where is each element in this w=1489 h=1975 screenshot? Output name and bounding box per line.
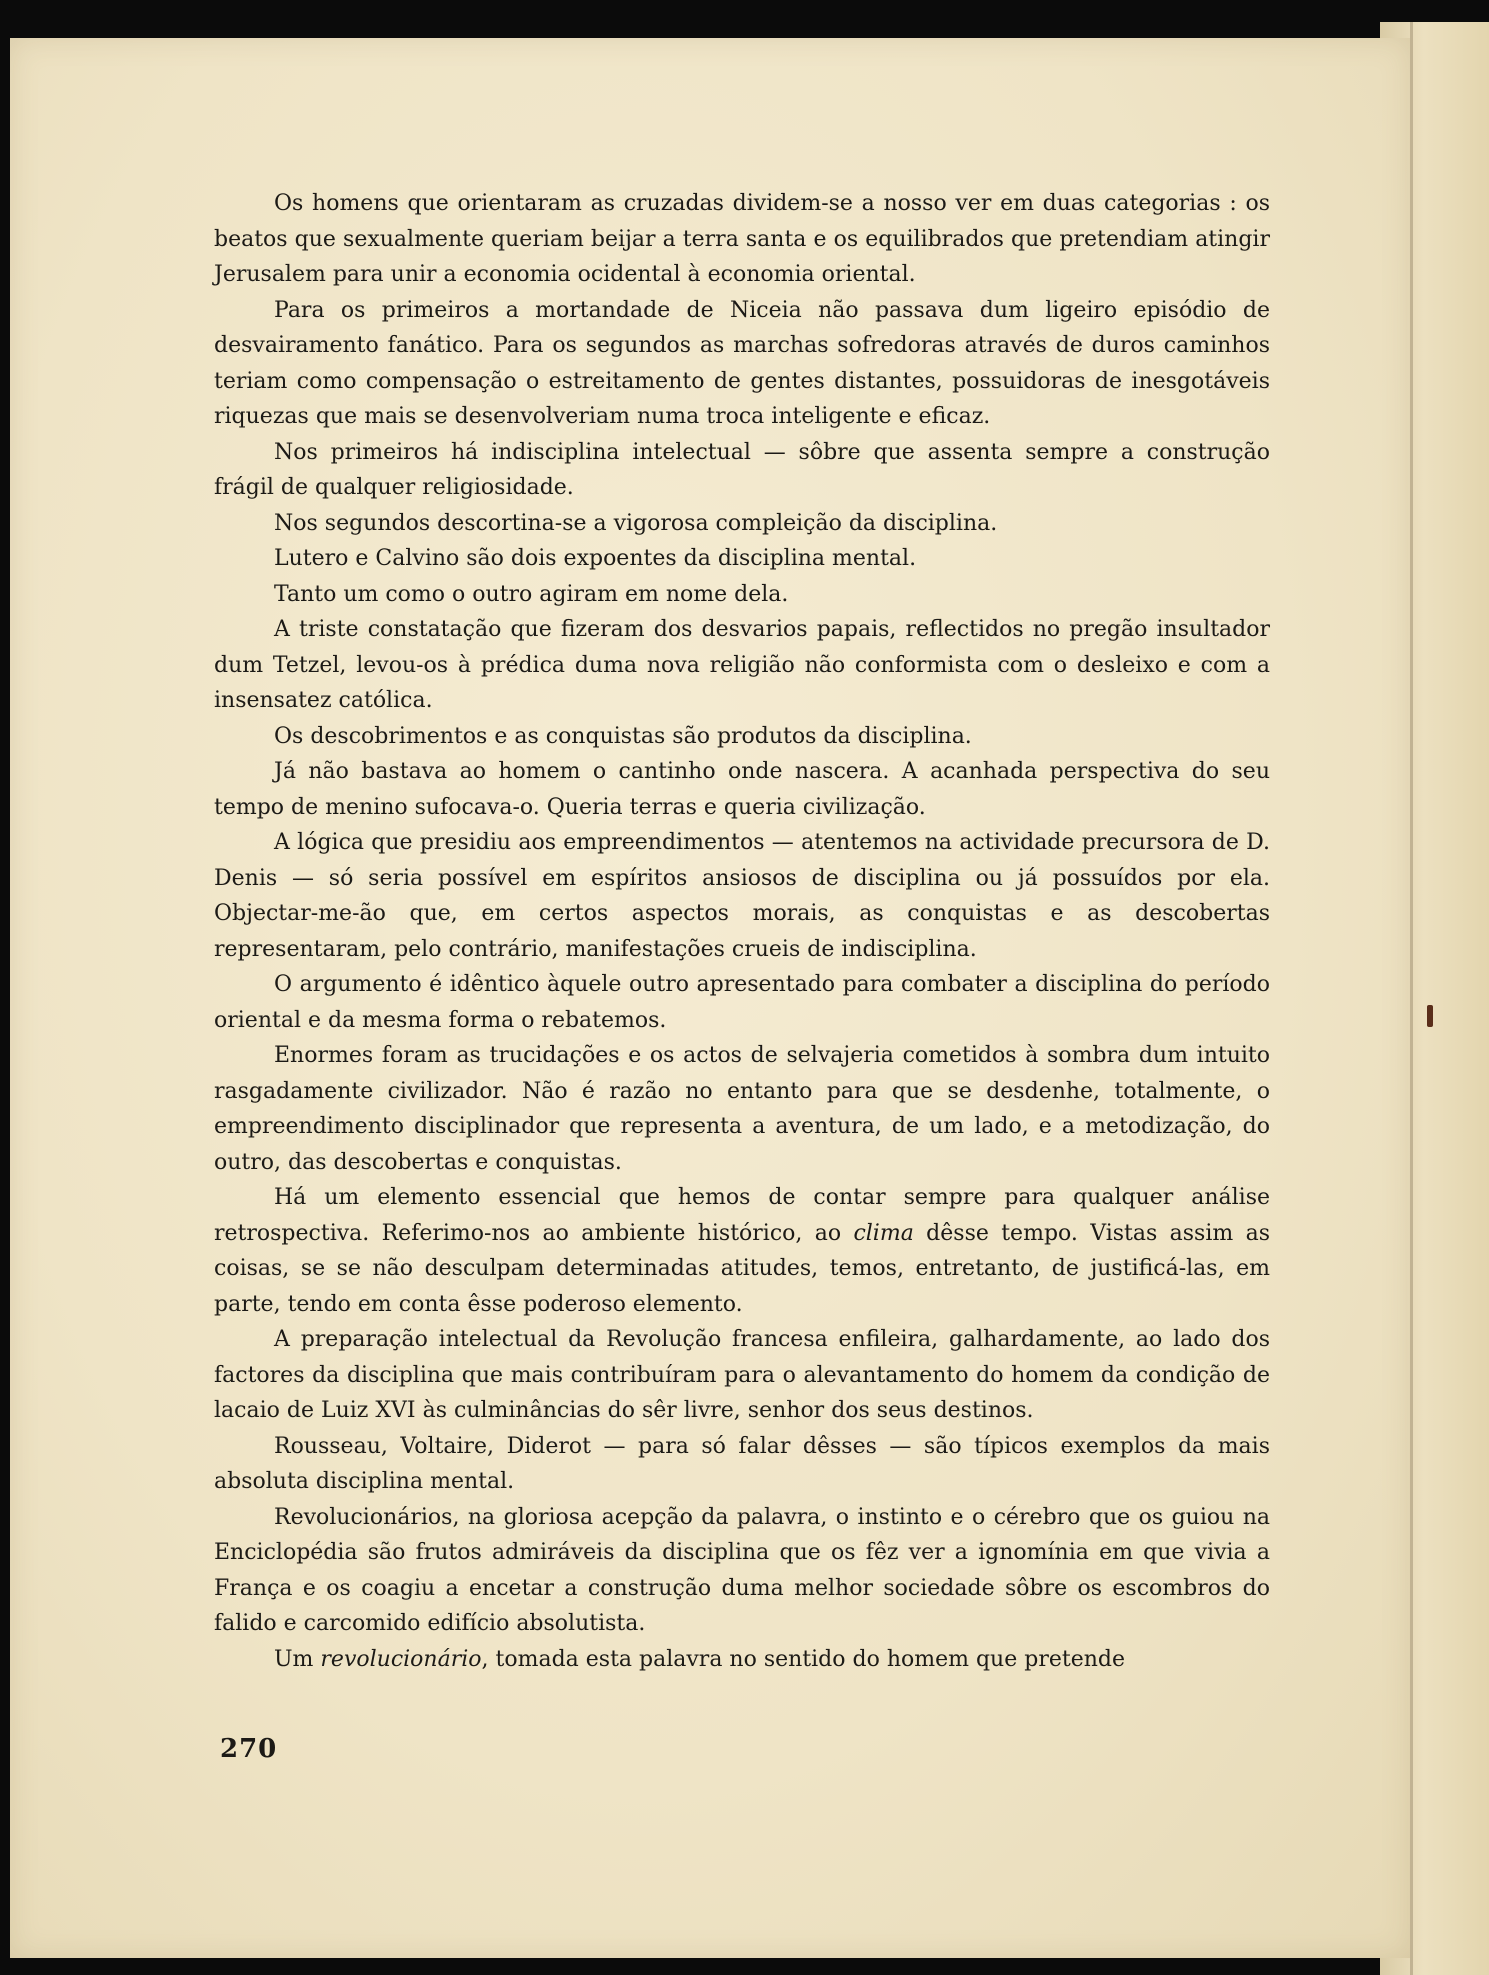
paragraph-14: A preparação intelectual da Revolução francesa enfileira, galhardamente, ao lado dos factores da disciplina que mais contribuíram para o alevantamento do homem da condição de lacaio de Luiz XVI às culminâncias do sêr livre, senhor dos seus destinos. <box>214 1327 1270 1423</box>
paragraph-15: Rousseau, Voltaire, Diderot — para só falar dêsses — são típicos exemplos da mais absoluta disciplina mental. <box>214 1433 1270 1494</box>
paragraph-last-italic: revolucionário <box>320 1646 482 1672</box>
paragraph-16: Revolucionários, na gloriosa acepção da palavra, o instinto e o cérebro que os guiou na Enciclopédia são frutos admiráveis da disciplina que os fêz ver a ignomínia em que vivia a França e os coagiu a encetar a construção duma melhor sociedade sôbre os escombros do falido e carcomido edifício absolutista. <box>214 1504 1270 1636</box>
paragraph-9: Já não bastava ao homem o cantinho onde nascera. A acanhada perspectiva do seu tempo de menino sufocava-o. Queria terras e queria civilização. <box>214 759 1270 820</box>
paragraph-2: Para os primeiros a mortandade de Niceia não passava dum ligeiro episódio de desvairamento fanático. Para os segundos as marchas sofredoras através de duros caminhos teriam como compensação o estreitamento de gentes distantes, possuidoras de inesgotáveis riquezas que mais se desenvolveriam numa troca inteligente e eficaz. <box>214 297 1270 429</box>
paragraph-5: Lutero e Calvino são dois expoentes da disciplina mental. <box>274 546 917 571</box>
paragraph-clima <box>214 1180 1270 1322</box>
body-text <box>214 186 1270 1677</box>
paragraph-6: Tanto um como o outro agiram em nome dela. <box>274 581 789 607</box>
paragraph-12: Enormes foram as trucidações e os actos de selvajeria cometidos à sombra dum intuito rasgadamente civilizador. Não é razão no entanto para que se desdenhe, totalmente, o empreendimento disciplinador que representa a aventura, de um lado, e a metodização, do outro, das descobertas e conquistas. <box>214 1043 1270 1175</box>
paragraph-8: Os descobrimentos e as conquistas são produtos da disciplina. <box>274 723 972 749</box>
paragraph-11: O argumento é idêntico àquele outro apresentado para combater a disciplina do período oriental e da mesma forma o rebatemos. <box>214 972 1270 1033</box>
paragraph-4: Nos segundos descortina-se a vigorosa compleição da disciplina. <box>274 510 998 536</box>
paragraph-1: Os homens que orientaram as cruzadas dividem-se a nosso ver em duas categorias : os beatos que sexualmente queriam beijar a terra santa e os equilibrados que pretendiam atingir Jerusalem para unir a economia ocidental à economia oriental. <box>214 191 1270 287</box>
paragraph-3: Nos primeiros há indisciplina intelectual — sôbre que assenta sempre a construção frágil de qualquer religiosidade. <box>214 439 1270 500</box>
paragraph-clima-before: Há um elemento essencial que hemos de contar sempre para qualquer análise retrospectiva. Referimo-nos ao ambiente histórico, ao <box>214 1185 1270 1246</box>
margin-ink-mark <box>1427 1005 1433 1027</box>
page-number: 270 <box>220 1734 278 1764</box>
paragraph-clima-after: dêsse tempo. Vistas assim as coisas, se se não desculpam determinadas atitudes, temos, entretanto, de justificá-las, em parte, tendo em conta êsse poderoso elemento. <box>214 1220 1270 1317</box>
paragraph-clima-italic: clima <box>853 1220 914 1246</box>
paragraph-last-after: , tomada esta palavra no sentido do homem que pretende <box>481 1646 1125 1672</box>
paragraph-last <box>214 1642 1270 1678</box>
paragraph-last-before: Um <box>274 1646 321 1672</box>
paragraph-10: A lógica que presidiu aos empreendimentos — atentemos na actividade precursora de D. Denis — só seria possível em espíritos ansiosos de disciplina ou já possuídos por ela. Objectar-me-ão que, em certos aspectos morais, as conquistas e as descobertas representaram, pelo contrário, manifestações crueis de indisciplina. <box>214 830 1270 962</box>
page-shadow-edge <box>1410 22 1413 1975</box>
paragraph-7: A triste constatação que fizeram dos desvarios papais, reflectidos no pregão insultador dum Tetzel, levou-os à prédica duma nova religião não conformista com o desleixo e com a insensatez católica. <box>214 617 1270 713</box>
